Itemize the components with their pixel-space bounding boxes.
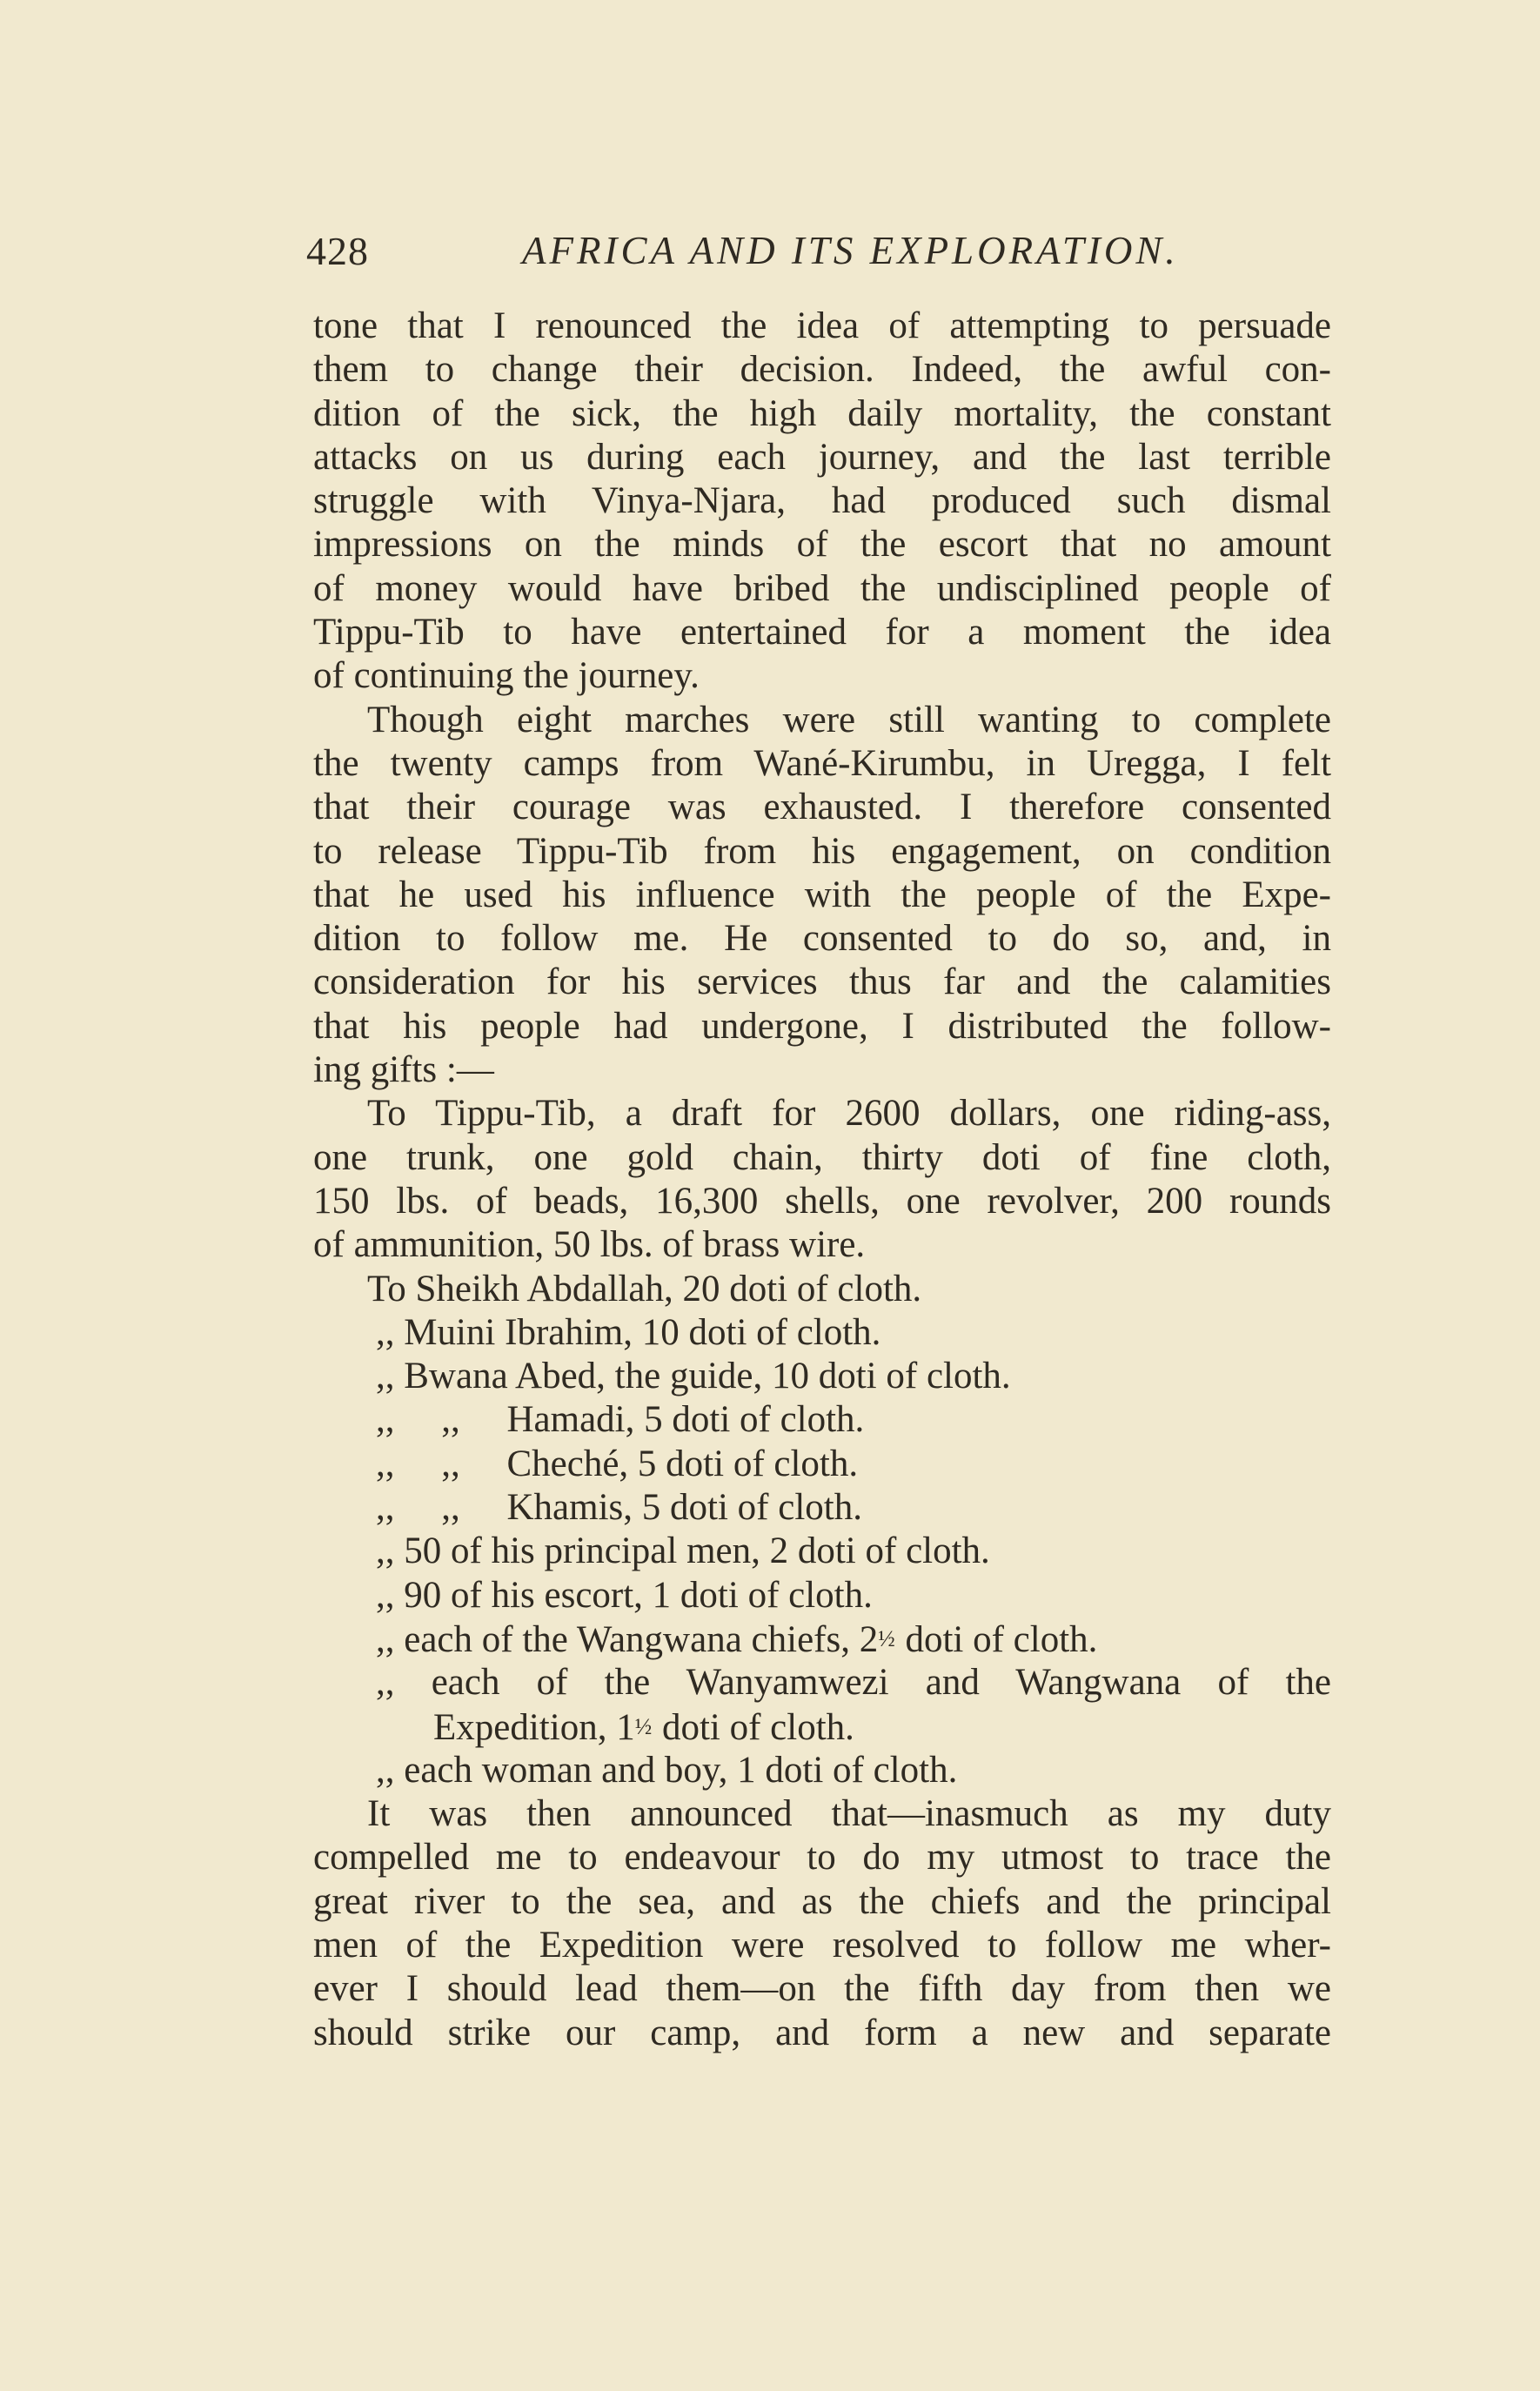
text-segment: doti of cloth. [895, 1618, 1098, 1660]
text-line: ,, 50 of his principal men, 2 doti of cloth. [376, 1530, 990, 1572]
text-line: great river to the sea, and as the chiefs and the principal [313, 1880, 1331, 1922]
text-line: To Tippu-Tib, a draft for 2600 dollars, one riding-ass, [367, 1093, 1331, 1135]
text-line: of continuing the journey. [313, 655, 700, 697]
text-line: ,, each of the Wanyamwezi and Wangwana of the [376, 1662, 1331, 1704]
text-line: ,, Bwana Abed, the guide, 10 doti of cloth. [376, 1356, 1011, 1397]
text-line: should strike our camp, and form a new and separate [313, 2012, 1331, 2053]
running-title: AFRICA AND ITS EXPLORATION. [522, 229, 1179, 272]
text-line: consideration for his services thus far and the calamities [313, 961, 1331, 1003]
text-line: To Sheikh Abdallah, 20 doti of cloth. [367, 1268, 922, 1309]
text-line: of money would have bribed the undisciplined people of [313, 567, 1331, 609]
text-line: impressions on the minds of the escort that no amount [313, 524, 1331, 566]
text-line: ,, ,, Khamis, 5 doti of cloth. [376, 1487, 862, 1529]
text-line: compelled me to endeavour to do my utmost to trace the [313, 1837, 1331, 1879]
text-line: the twenty camps from Wané-Kirumbu, in Uregga, I felt [313, 742, 1331, 784]
text-segment: doti of cloth. [653, 1706, 854, 1748]
text-line: ,, ,, Cheché, 5 doti of cloth. [376, 1443, 859, 1484]
text-line: of ammunition, 50 lbs. of brass wire. [313, 1224, 866, 1266]
text-line: attacks on us during each journey, and the last terrible [313, 436, 1331, 478]
text-line: to release Tippu-Tib from his engagement, on condition [313, 830, 1331, 872]
text-line: dition to follow me. He consented to do so, and, in [313, 918, 1331, 960]
text-line: struggle with Vinya-Njara, had produced such dismal [313, 480, 1331, 522]
page-header [306, 228, 1179, 277]
text-line: ,, ,, Hamadi, 5 doti of cloth. [376, 1399, 865, 1441]
text-line: them to change their decision. Indeed, the awful con- [313, 349, 1331, 391]
text-line: Though eight marches were still wanting to complete [367, 699, 1331, 740]
text-line: that their courage was exhausted. I therefore consented [313, 787, 1331, 828]
text-line: ing gifts :— [313, 1049, 494, 1091]
text-line: men of the Expedition were resolved to follow me wher- [313, 1924, 1331, 1966]
text-line: Tippu-Tib to have entertained for a moment the idea [313, 612, 1331, 653]
text-line [313, 1617, 1331, 1661]
text-line: It was then announced that—inasmuch as my duty [367, 1793, 1331, 1835]
text-line: dition of the sick, the high daily mortality, the constant [313, 392, 1331, 434]
fraction-one-half: ½ [634, 1713, 653, 1739]
text-line: one trunk, one gold chain, thirty doti of fine cloth, [313, 1136, 1331, 1178]
text-line: that his people had undergone, I distributed the follow- [313, 1005, 1331, 1047]
text-segment: Expedition, 1 [433, 1706, 635, 1748]
text-line: tone that I renounced the idea of attempting to persuade [313, 305, 1331, 346]
body-text [313, 305, 1331, 2055]
text-line: 150 lbs. of beads, 16,300 shells, one revolver, 200 rounds [313, 1180, 1331, 1222]
text-line: ever I should lead them—on the fifth day from then we [313, 1968, 1331, 2010]
text-line: ,, 90 of his escort, 1 doti of cloth. [376, 1574, 873, 1616]
fraction-one-half: ½ [878, 1625, 896, 1651]
text-line [313, 1705, 1331, 1749]
page-number: 428 [306, 229, 369, 273]
text-line: ,, each woman and boy, 1 doti of cloth. [376, 1749, 958, 1791]
text-segment: ,, each of the Wangwana chiefs, 2 [376, 1618, 879, 1660]
text-line: that he used his influence with the people of the Expe- [313, 874, 1331, 915]
text-line: ,, Muini Ibrahim, 10 doti of cloth. [376, 1311, 881, 1353]
